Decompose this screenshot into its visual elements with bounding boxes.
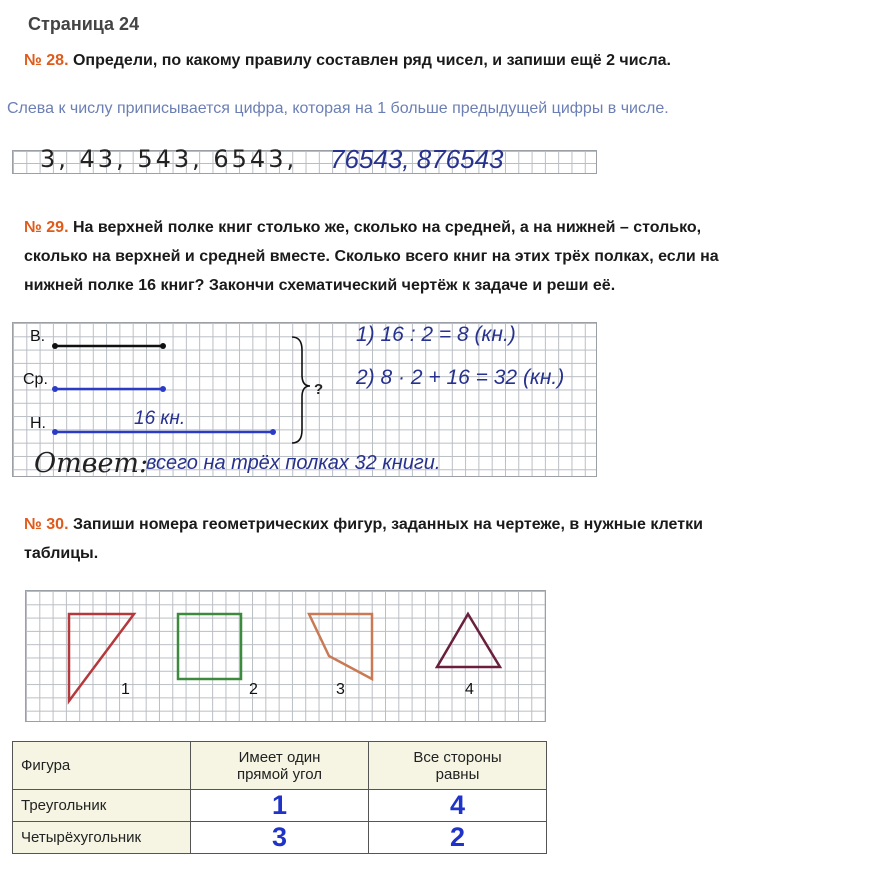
solution-step-1: 1) 16 : 2 = 8 (кн.) [356, 323, 516, 346]
cell-quadrilateral-right-angle: 3 [191, 822, 369, 854]
label-bottom-shelf: Н. [30, 415, 46, 432]
curly-brace [292, 337, 310, 443]
header-right-angle: Имеет один прямой угол [191, 742, 369, 790]
solution-step-2: 2) 8 · 2 + 16 = 32 (кн.) [356, 366, 565, 389]
row-label-quadrilateral: Четырёхугольник [13, 822, 191, 854]
task30-line1: Запиши номера геометрических фигур, заданных на чертеже, в нужные клетки [72, 516, 703, 533]
page-title: Страница 24 [28, 14, 140, 34]
task29-answer: всего на трёх полках 32 книги. [146, 452, 441, 474]
header-figure: Фигура [13, 742, 191, 790]
cell-triangle-equal-sides: 4 [369, 790, 547, 822]
task28-answer: 76543, 876543 [330, 144, 504, 174]
label-middle-shelf: Ср. [23, 371, 48, 388]
figure-3-quadrilateral [309, 614, 372, 679]
task30-number: № 30. [24, 516, 69, 533]
table-row [13, 822, 547, 854]
task29-number: № 29. [24, 219, 69, 236]
question-mark: ? [314, 381, 324, 398]
task29-line2: сколько на верхней и средней вместе. Сколько всего книг на этих трёх полках, если на [24, 248, 719, 265]
task29-line3: нижней полке 16 книг? Закончи схематический чертёж к задаче и реши её. [24, 277, 616, 294]
row-label-triangle: Треугольник [13, 790, 191, 822]
figure-2-square [178, 614, 241, 679]
task28-number: № 28. [24, 52, 69, 69]
task30-table [12, 741, 547, 854]
figure-label-1: 1 [121, 681, 130, 698]
table-row [13, 790, 547, 822]
task28-rule: Слева к числу приписывается цифра, которая на 1 больше предыдущей цифры в числе. [7, 100, 669, 117]
figure-4-triangle [437, 614, 500, 667]
table-header-row [13, 742, 547, 790]
segment-top [52, 343, 166, 349]
cell-quadrilateral-equal-sides: 2 [369, 822, 547, 854]
task29-line1: На верхней полке книг столько же, сколько на средней, а на нижней – столько, [72, 219, 702, 236]
task28-text: Определи, по какому правилу составлен ряд чисел, и запиши ещё 2 числа. [72, 52, 671, 69]
cell-triangle-right-angle: 1 [191, 790, 369, 822]
task28-sequence: 3, 43, 543, 6543, [40, 145, 298, 173]
label-top-shelf: В. [30, 328, 46, 345]
figure-label-4: 4 [465, 681, 474, 698]
segment-middle [52, 386, 166, 392]
bottom-value-label: 16 кн. [134, 408, 186, 429]
task30-line2: таблицы. [24, 545, 99, 562]
header-equal-sides: Все стороны равны [369, 742, 547, 790]
answer-label: Ответ: [34, 448, 149, 479]
figure-label-3: 3 [336, 681, 345, 698]
task30-heading [24, 510, 864, 568]
figure-label-2: 2 [249, 681, 258, 698]
